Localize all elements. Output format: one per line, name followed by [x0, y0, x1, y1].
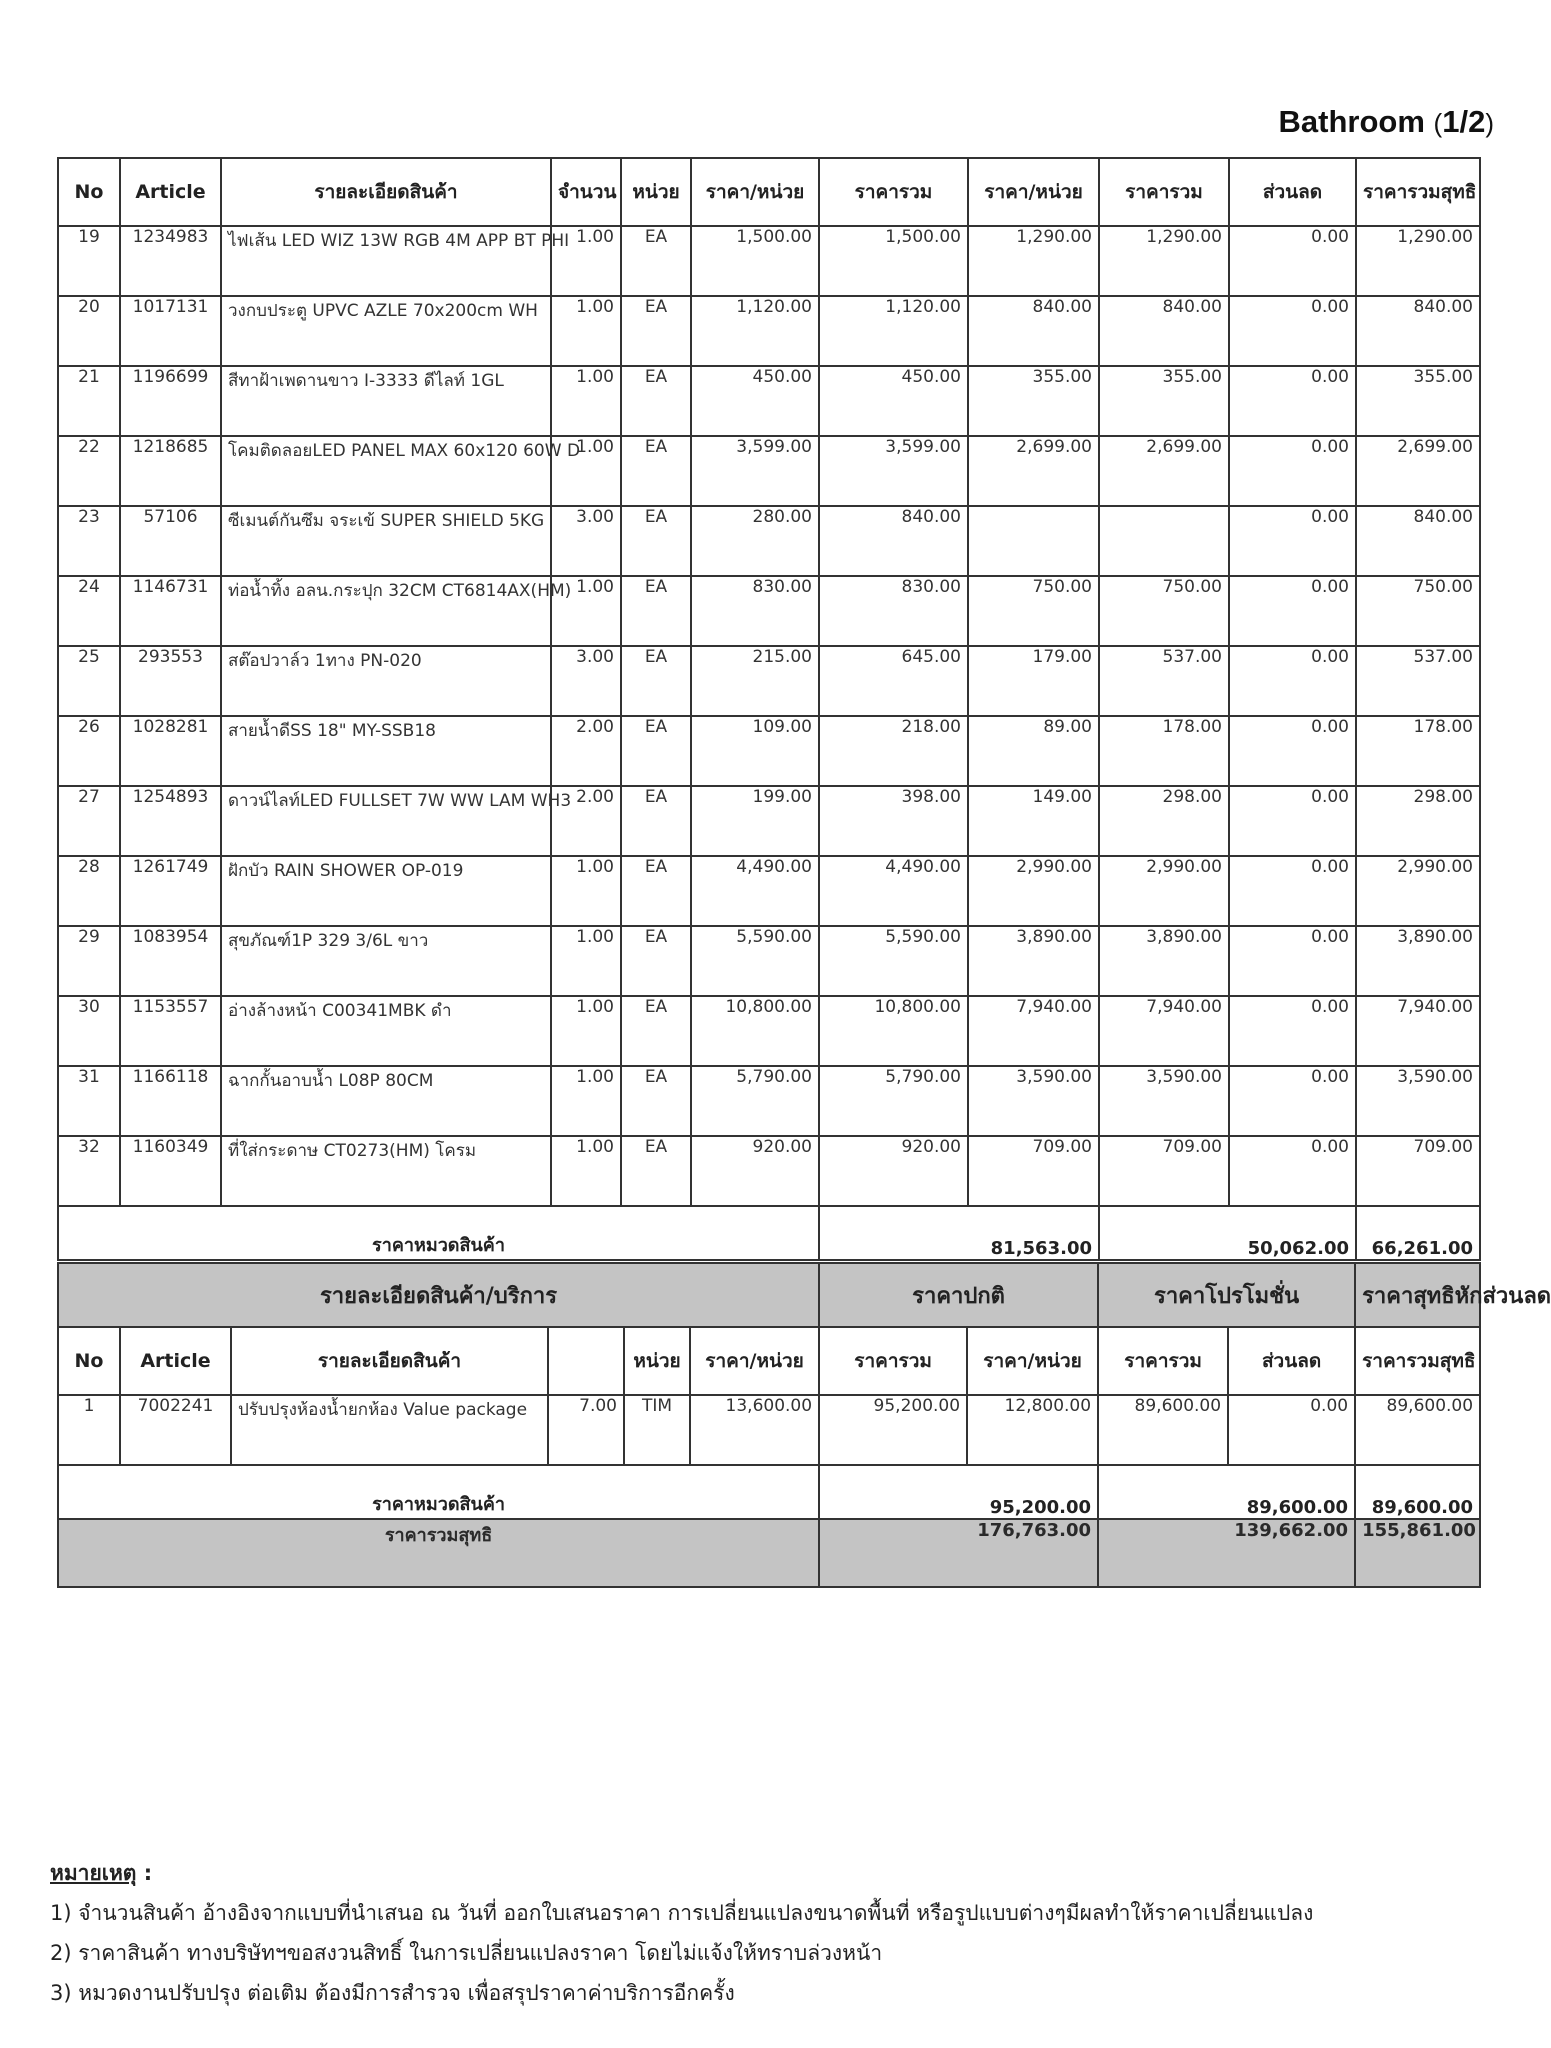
cell-discount: 0.00 — [1229, 786, 1356, 856]
cell-unit-price: 10,800.00 — [691, 996, 819, 1066]
cell-unit: EA — [621, 1066, 691, 1136]
col-header-unit: หน่วย — [624, 1327, 690, 1395]
col-header-net-total: ราคารวมสุทธิ — [1355, 1327, 1480, 1395]
cell-no: 25 — [58, 646, 120, 716]
cell-unit: EA — [621, 436, 691, 506]
grand-total-total: 176,763.00 — [819, 1519, 1098, 1587]
cell-description: วงกบประตู UPVC AZLE 70x200cm WH — [221, 296, 551, 366]
cell-quantity: 2.00 — [551, 786, 621, 856]
cell-promo-unit-price: 2,990.00 — [968, 856, 1099, 926]
cell-unit: EA — [621, 996, 691, 1066]
table-row — [58, 646, 1480, 716]
cell-article: 1261749 — [120, 856, 221, 926]
table-row — [58, 1066, 1480, 1136]
col-header-promo-unit-price: ราคา/หน่วย — [967, 1327, 1098, 1395]
cell-discount: 0.00 — [1229, 716, 1356, 786]
col-header-article: Article — [120, 1327, 231, 1395]
cell-unit-price: 3,599.00 — [691, 436, 819, 506]
cell-net-total: 2,990.00 — [1356, 856, 1480, 926]
cell-promo-total — [1099, 506, 1229, 576]
cell-discount: 0.00 — [1229, 1136, 1356, 1206]
table-row — [58, 856, 1480, 926]
title-page: 1/2 — [1442, 104, 1486, 139]
cell-quantity: 1.00 — [551, 226, 621, 296]
cell-article: 1254893 — [120, 786, 221, 856]
cell-unit: EA — [621, 1136, 691, 1206]
col-header-quantity — [548, 1327, 624, 1395]
cell-net-total: 298.00 — [1356, 786, 1480, 856]
cell-quantity: 2.00 — [551, 716, 621, 786]
cell-article: 1234983 — [120, 226, 221, 296]
cell-promo-total: 298.00 — [1099, 786, 1229, 856]
cell-unit: EA — [621, 296, 691, 366]
cell-discount: 0.00 — [1228, 1395, 1355, 1465]
cell-total: 645.00 — [819, 646, 968, 716]
cell-no: 32 — [58, 1136, 120, 1206]
cell-promo-unit-price: 2,699.00 — [968, 436, 1099, 506]
cell-description: ไฟเส้น LED WIZ 13W RGB 4M APP BT PHI — [221, 226, 551, 296]
cell-promo-unit-price: 149.00 — [968, 786, 1099, 856]
cell-promo-total: 709.00 — [1099, 1136, 1229, 1206]
cell-net-total: 7,940.00 — [1356, 996, 1480, 1066]
cell-total: 1,120.00 — [819, 296, 968, 366]
col-header-unit-price: ราคา/หน่วย — [691, 158, 819, 226]
items-subtotal-row — [58, 1206, 1480, 1260]
cell-no: 31 — [58, 1066, 120, 1136]
items-header-row — [58, 158, 1480, 226]
cell-unit: EA — [621, 226, 691, 296]
table-row — [58, 1136, 1480, 1206]
cell-net-total: 840.00 — [1356, 506, 1480, 576]
cell-promo-unit-price: 7,940.00 — [968, 996, 1099, 1066]
cell-unit-price: 450.00 — [691, 366, 819, 436]
cell-net-total: 3,890.00 — [1356, 926, 1480, 996]
service-header-row — [58, 1327, 1480, 1395]
cell-article: 1146731 — [120, 576, 221, 646]
cell-description: ปรับปรุงห้องน้ำยกห้อง Value package — [231, 1395, 548, 1465]
cell-promo-total: 178.00 — [1099, 716, 1229, 786]
cell-net-total: 2,699.00 — [1356, 436, 1480, 506]
cell-total: 450.00 — [819, 366, 968, 436]
cell-article: 1160349 — [120, 1136, 221, 1206]
table-row — [58, 226, 1480, 296]
cell-promo-unit-price: 355.00 — [968, 366, 1099, 436]
col-header-unit-price: ราคา/หน่วย — [690, 1327, 819, 1395]
cell-article: 1166118 — [120, 1066, 221, 1136]
cell-total: 4,490.00 — [819, 856, 968, 926]
note-line-3: 3) หมวดงานปรับปรุง ต่อเติม ต้องมีการสำรวจ เพื่อสรุปราคาค่าบริการอีกครั้ง — [50, 1981, 735, 2005]
subtotal-total: 81,563.00 — [819, 1206, 1099, 1260]
cell-quantity: 1.00 — [551, 366, 621, 436]
table-row — [58, 576, 1480, 646]
cell-promo-unit-price: 3,590.00 — [968, 1066, 1099, 1136]
cell-promo-total: 2,699.00 — [1099, 436, 1229, 506]
cell-promo-total: 355.00 — [1099, 366, 1229, 436]
grand-total-promo-total: 139,662.00 — [1098, 1519, 1355, 1587]
notes-title-text: หมายเหตุ — [50, 1861, 137, 1885]
cell-quantity: 1.00 — [551, 856, 621, 926]
cell-unit-price: 4,490.00 — [691, 856, 819, 926]
page-title: Bathroom (1/2) — [1278, 104, 1494, 139]
col-header-quantity: จำนวน — [551, 158, 621, 226]
cell-net-total: 750.00 — [1356, 576, 1480, 646]
cell-quantity: 1.00 — [551, 926, 621, 996]
table-row — [58, 786, 1480, 856]
cell-quantity: 1.00 — [551, 436, 621, 506]
cell-net-total: 840.00 — [1356, 296, 1480, 366]
section-header-description: รายละเอียดสินค้า/บริการ — [58, 1263, 819, 1327]
cell-unit: EA — [621, 506, 691, 576]
cell-total: 920.00 — [819, 1136, 968, 1206]
cell-discount: 0.00 — [1229, 576, 1356, 646]
cell-promo-total: 89,600.00 — [1098, 1395, 1228, 1465]
cell-discount: 0.00 — [1229, 926, 1356, 996]
service-section-header — [58, 1263, 1480, 1327]
items-table — [57, 157, 1481, 1261]
cell-promo-unit-price — [968, 506, 1099, 576]
cell-no: 21 — [58, 366, 120, 436]
cell-unit: EA — [621, 856, 691, 926]
grand-total-net: 155,861.00 — [1355, 1519, 1480, 1587]
col-header-no: No — [58, 1327, 120, 1395]
col-header-article: Article — [120, 158, 221, 226]
cell-description: สุขภัณฑ์1P 329 3/6L ขาว — [221, 926, 551, 996]
cell-unit: EA — [621, 716, 691, 786]
cell-total: 95,200.00 — [819, 1395, 967, 1465]
cell-description: สีทาฝ้าเพดานขาว I-3333 ดีไลท์ 1GL — [221, 366, 551, 436]
col-header-net-total: ราคารวมสุทธิ — [1356, 158, 1480, 226]
cell-promo-total: 537.00 — [1099, 646, 1229, 716]
col-header-total: ราคารวม — [819, 1327, 967, 1395]
table-row — [58, 1395, 1480, 1465]
cell-promo-unit-price: 709.00 — [968, 1136, 1099, 1206]
section-header-net-price: ราคาสุทธิหักส่วนลด — [1355, 1263, 1480, 1327]
subtotal-promo-total: 50,062.00 — [1099, 1206, 1356, 1260]
title-main: Bathroom — [1278, 104, 1425, 139]
grand-total-row — [58, 1519, 1480, 1587]
cell-net-total: 709.00 — [1356, 1136, 1480, 1206]
table-row — [58, 436, 1480, 506]
cell-net-total: 1,290.00 — [1356, 226, 1480, 296]
note-line-2: 2) ราคาสินค้า ทางบริษัทฯขอสงวนสิทธิ์ ในการเปลี่ยนแปลงราคา โดยไม่แจ้งให้ทราบล่วงหน้า — [50, 1941, 883, 1965]
cell-promo-total: 1,290.00 — [1099, 226, 1229, 296]
cell-quantity: 7.00 — [548, 1395, 624, 1465]
cell-quantity: 3.00 — [551, 506, 621, 576]
cell-no: 24 — [58, 576, 120, 646]
cell-unit: EA — [621, 366, 691, 436]
cell-unit-price: 5,790.00 — [691, 1066, 819, 1136]
cell-total: 830.00 — [819, 576, 968, 646]
cell-total: 3,599.00 — [819, 436, 968, 506]
subtotal-label: ราคาหมวดสินค้า — [58, 1206, 819, 1260]
cell-unit-price: 830.00 — [691, 576, 819, 646]
cell-description: ที่ใส่กระดาษ CT0273(HM) โครม — [221, 1136, 551, 1206]
cell-description: ดาวน์ไลท์LED FULLSET 7W WW LAM WH3 — [221, 786, 551, 856]
col-header-promo-total: ราคารวม — [1098, 1327, 1228, 1395]
cell-article: 1017131 — [120, 296, 221, 366]
cell-quantity: 1.00 — [551, 1066, 621, 1136]
table-row — [58, 926, 1480, 996]
service-subtotal-label: ราคาหมวดสินค้า — [58, 1465, 819, 1519]
cell-unit: EA — [621, 576, 691, 646]
cell-promo-unit-price: 1,290.00 — [968, 226, 1099, 296]
cell-promo-total: 2,990.00 — [1099, 856, 1229, 926]
cell-unit-price: 1,500.00 — [691, 226, 819, 296]
col-header-description: รายละเอียดสินค้า — [221, 158, 551, 226]
cell-discount: 0.00 — [1229, 646, 1356, 716]
cell-total: 5,790.00 — [819, 1066, 968, 1136]
cell-total: 5,590.00 — [819, 926, 968, 996]
col-header-total: ราคารวม — [819, 158, 968, 226]
col-header-unit: หน่วย — [621, 158, 691, 226]
cell-unit: EA — [621, 646, 691, 716]
cell-no: 19 — [58, 226, 120, 296]
col-header-discount: ส่วนลด — [1228, 1327, 1355, 1395]
cell-article: 1196699 — [120, 366, 221, 436]
cell-no: 22 — [58, 436, 120, 506]
cell-discount: 0.00 — [1229, 366, 1356, 436]
cell-promo-unit-price: 179.00 — [968, 646, 1099, 716]
cell-net-total: 3,590.00 — [1356, 1066, 1480, 1136]
cell-discount: 0.00 — [1229, 506, 1356, 576]
cell-description: ซีเมนต์กันซึม จระเข้ SUPER SHIELD 5KG — [221, 506, 551, 576]
cell-description: โคมติดลอยLED PANEL MAX 60x120 60W D — [221, 436, 551, 506]
cell-unit: TIM — [624, 1395, 690, 1465]
cell-total: 398.00 — [819, 786, 968, 856]
cell-promo-unit-price: 840.00 — [968, 296, 1099, 366]
table-row — [58, 296, 1480, 366]
cell-discount: 0.00 — [1229, 856, 1356, 926]
cell-promo-total: 840.00 — [1099, 296, 1229, 366]
cell-article: 1028281 — [120, 716, 221, 786]
table-row — [58, 996, 1480, 1066]
cell-quantity: 1.00 — [551, 576, 621, 646]
cell-description: สายน้ำดีSS 18" MY-SSB18 — [221, 716, 551, 786]
table-row — [58, 506, 1480, 576]
cell-promo-total: 7,940.00 — [1099, 996, 1229, 1066]
cell-discount: 0.00 — [1229, 436, 1356, 506]
col-header-no: No — [58, 158, 120, 226]
cell-discount: 0.00 — [1229, 226, 1356, 296]
cell-unit-price: 109.00 — [691, 716, 819, 786]
cell-discount: 0.00 — [1229, 296, 1356, 366]
col-header-promo-total: ราคารวม — [1099, 158, 1229, 226]
cell-article: 1083954 — [120, 926, 221, 996]
cell-description: ฉากกั้นอาบน้ำ L08P 80CM — [221, 1066, 551, 1136]
table-row — [58, 716, 1480, 786]
cell-promo-total: 3,590.00 — [1099, 1066, 1229, 1136]
cell-promo-unit-price: 89.00 — [968, 716, 1099, 786]
cell-net-total: 537.00 — [1356, 646, 1480, 716]
cell-no: 28 — [58, 856, 120, 926]
cell-unit-price: 5,590.00 — [691, 926, 819, 996]
cell-article: 293553 — [120, 646, 221, 716]
cell-quantity: 1.00 — [551, 996, 621, 1066]
cell-unit-price: 280.00 — [691, 506, 819, 576]
service-subtotal-row — [58, 1465, 1480, 1519]
table-row — [58, 366, 1480, 436]
service-subtotal-total: 95,200.00 — [819, 1465, 1098, 1519]
cell-unit-price: 215.00 — [691, 646, 819, 716]
cell-net-total: 178.00 — [1356, 716, 1480, 786]
cell-total: 840.00 — [819, 506, 968, 576]
section-header-normal-price: ราคาปกติ — [819, 1263, 1098, 1327]
cell-unit-price: 920.00 — [691, 1136, 819, 1206]
cell-description: ฝักบัว RAIN SHOWER OP-019 — [221, 856, 551, 926]
cell-total: 218.00 — [819, 716, 968, 786]
cell-quantity: 1.00 — [551, 296, 621, 366]
cell-no: 1 — [58, 1395, 120, 1465]
cell-total: 10,800.00 — [819, 996, 968, 1066]
cell-no: 30 — [58, 996, 120, 1066]
cell-total: 1,500.00 — [819, 226, 968, 296]
note-line-1: 1) จำนวนสินค้า อ้างอิงจากแบบที่นำเสนอ ณ วันที่ ออกใบเสนอราคา การเปลี่ยนแปลงขนาดพื้นที่ หรือรูปแบบต่างๆมีผลทำให้ราคาเปลี่ยนแปลง — [50, 1901, 1314, 1925]
cell-article: 1218685 — [120, 436, 221, 506]
cell-no: 23 — [58, 506, 120, 576]
notes-title: หมายเหตุ : — [50, 1861, 153, 1885]
cell-description: อ่างล้างหน้า C00341MBK ดำ — [221, 996, 551, 1066]
cell-description: สต๊อปวาล์ว 1ทาง PN-020 — [221, 646, 551, 716]
col-header-discount: ส่วนลด — [1229, 158, 1356, 226]
cell-no: 27 — [58, 786, 120, 856]
col-header-promo-unit-price: ราคา/หน่วย — [968, 158, 1099, 226]
service-subtotal-promo-total: 89,600.00 — [1098, 1465, 1355, 1519]
cell-description: ท่อน้ำทิ้ง อลน.กระปุก 32CM CT6814AX(HM) — [221, 576, 551, 646]
cell-unit: EA — [621, 926, 691, 996]
cell-unit-price: 13,600.00 — [690, 1395, 819, 1465]
cell-quantity: 3.00 — [551, 646, 621, 716]
service-table — [57, 1262, 1551, 1588]
cell-unit-price: 1,120.00 — [691, 296, 819, 366]
cell-promo-total: 750.00 — [1099, 576, 1229, 646]
cell-promo-unit-price: 750.00 — [968, 576, 1099, 646]
service-subtotal-net: 89,600.00 — [1355, 1465, 1480, 1519]
cell-article: 7002241 — [120, 1395, 231, 1465]
col-header-description: รายละเอียดสินค้า — [231, 1327, 548, 1395]
cell-promo-unit-price: 3,890.00 — [968, 926, 1099, 996]
cell-promo-unit-price: 12,800.00 — [967, 1395, 1098, 1465]
grand-total-label: ราคารวมสุทธิ — [58, 1519, 819, 1587]
cell-unit-price: 199.00 — [691, 786, 819, 856]
subtotal-net: 66,261.00 — [1356, 1206, 1480, 1260]
cell-article: 57106 — [120, 506, 221, 576]
cell-unit: EA — [621, 786, 691, 856]
cell-no: 29 — [58, 926, 120, 996]
cell-discount: 0.00 — [1229, 996, 1356, 1066]
cell-article: 1153557 — [120, 996, 221, 1066]
notes-section — [50, 1853, 1313, 2013]
cell-net-total: 355.00 — [1356, 366, 1480, 436]
cell-promo-total: 3,890.00 — [1099, 926, 1229, 996]
cell-discount: 0.00 — [1229, 1066, 1356, 1136]
cell-net-total: 89,600.00 — [1355, 1395, 1480, 1465]
cell-no: 20 — [58, 296, 120, 366]
section-header-promo-price: ราคาโปรโมชั่น — [1098, 1263, 1355, 1327]
cell-no: 26 — [58, 716, 120, 786]
cell-quantity: 1.00 — [551, 1136, 621, 1206]
